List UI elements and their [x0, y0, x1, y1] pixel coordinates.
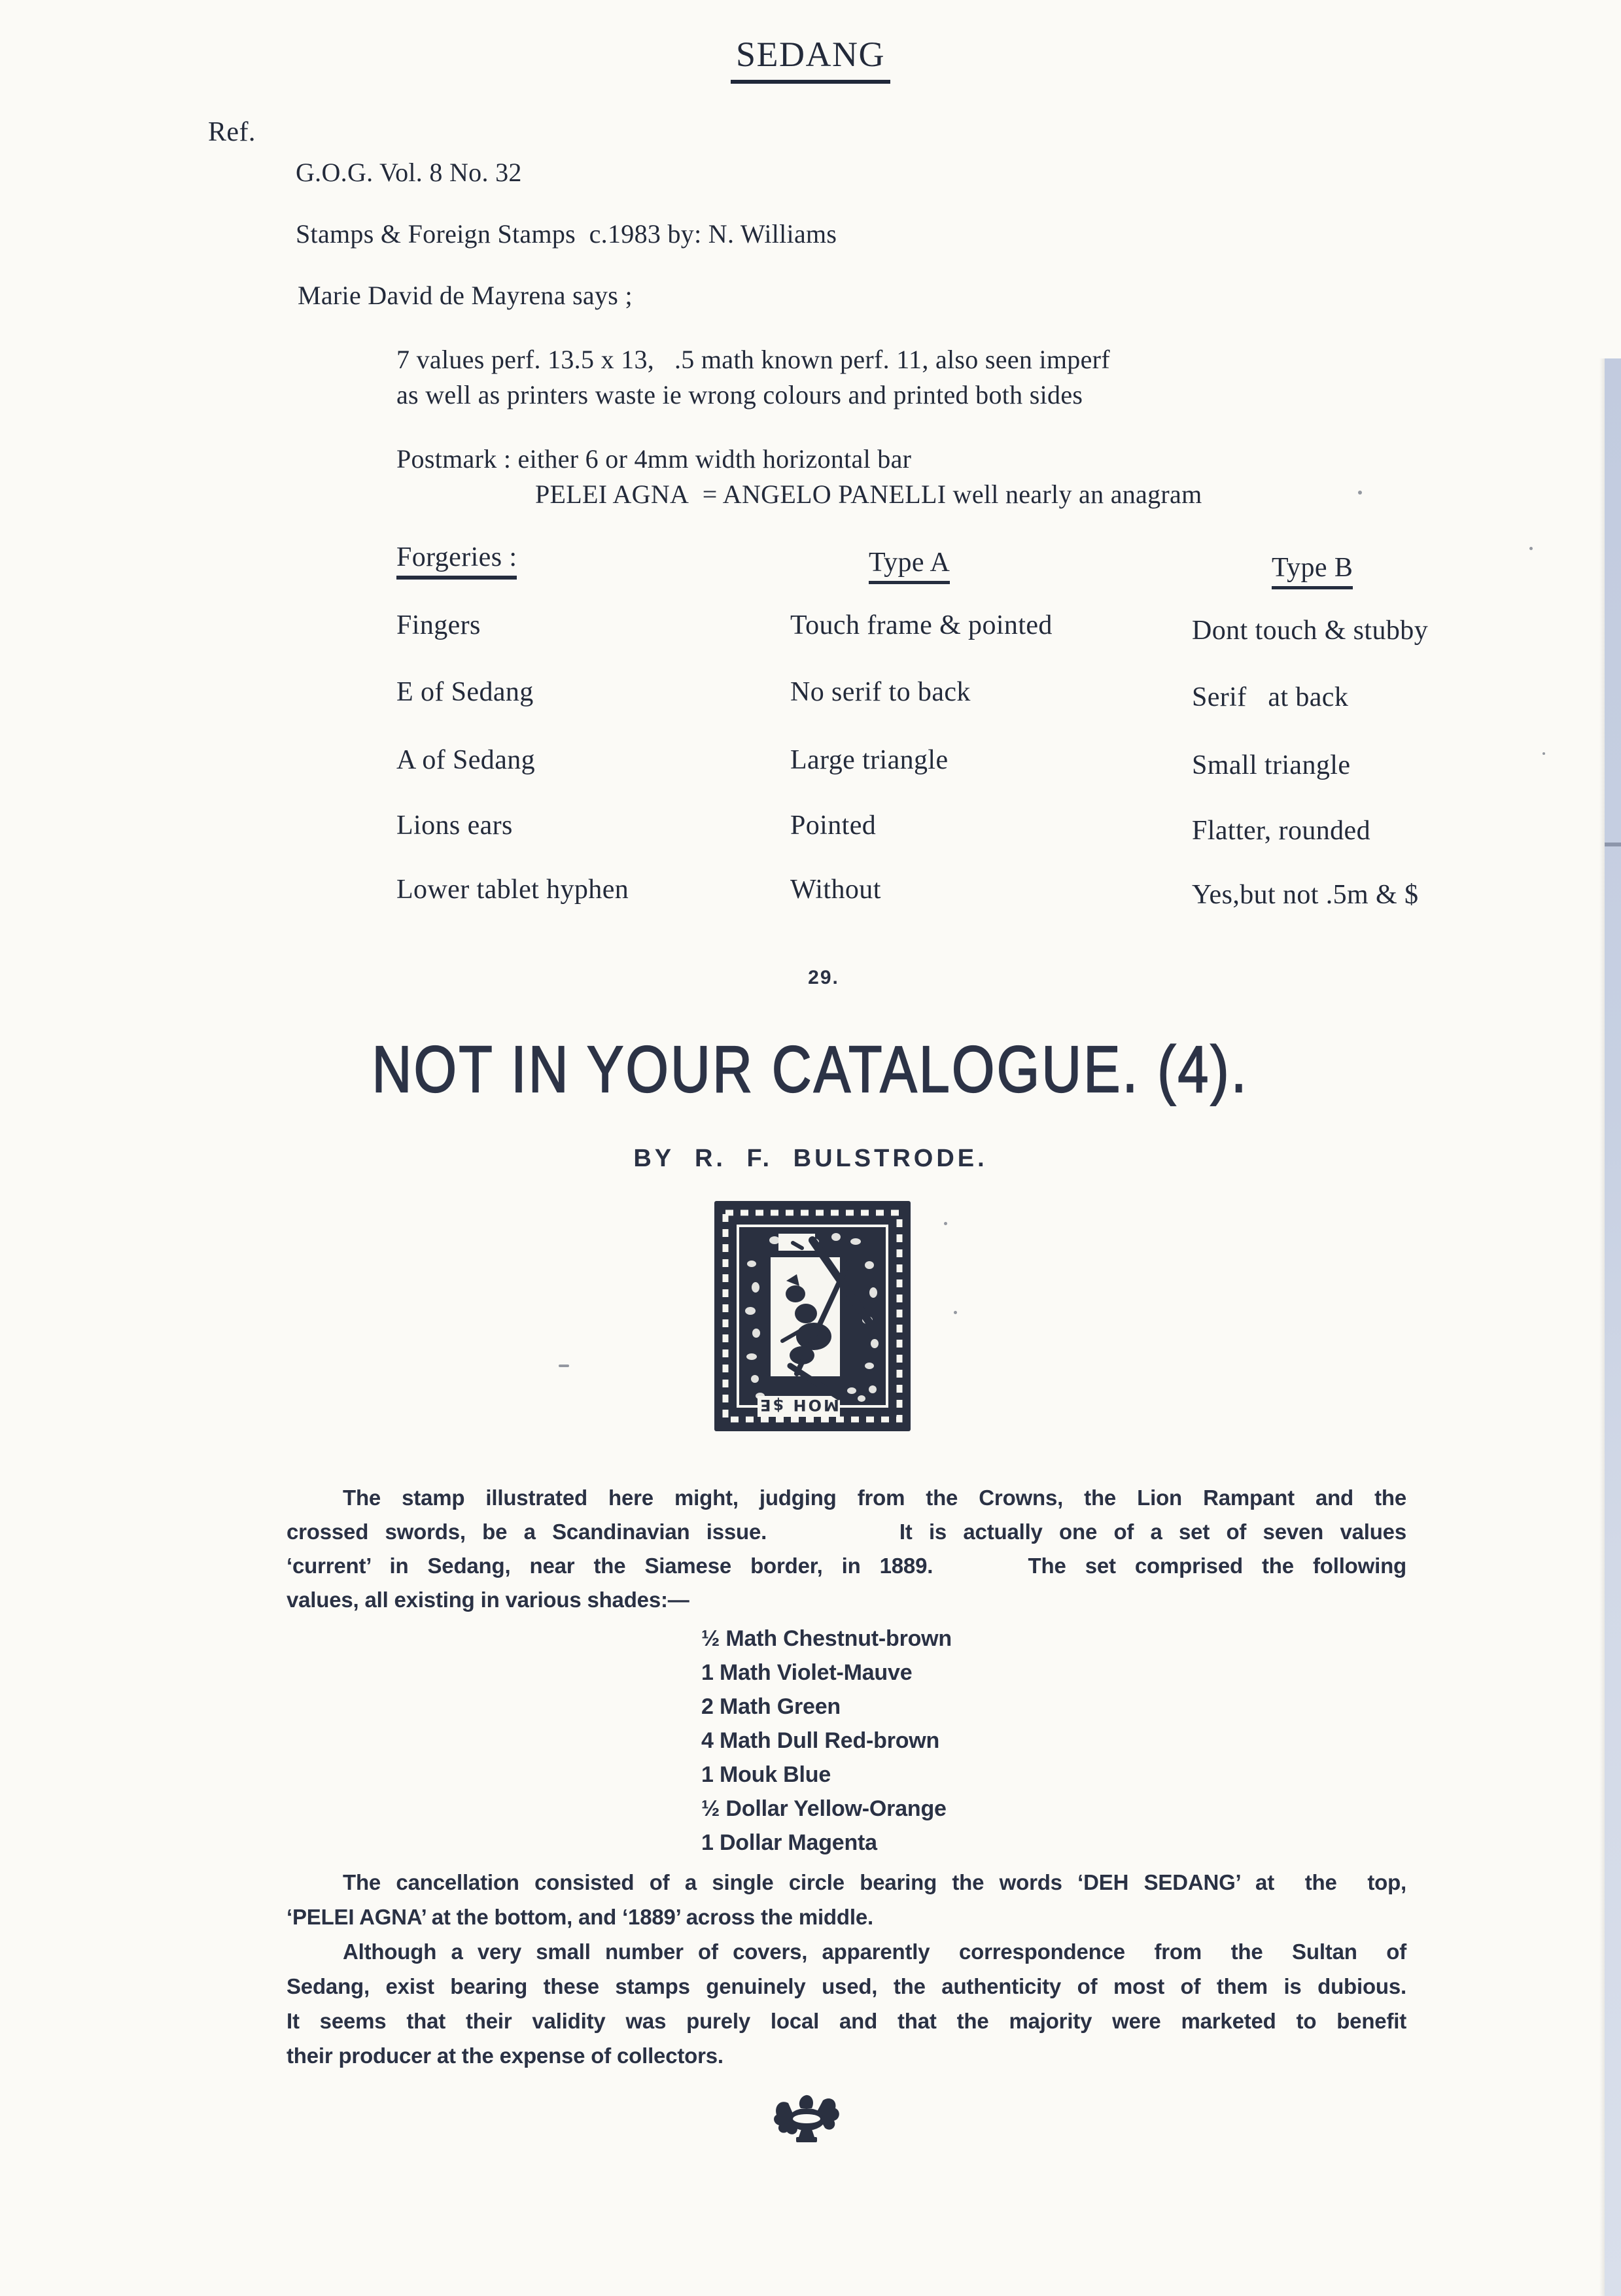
table-row-type-b: Flatter, rounded — [1192, 816, 1370, 846]
type-a-header-text: Type A — [869, 548, 950, 584]
value-list-item: ½ Dollar Yellow-Orange — [701, 1796, 947, 1821]
table-row-type-b: Yes,but not .5m & $ — [1192, 880, 1419, 910]
scan-speck — [1529, 547, 1533, 550]
table-row-type-b: Dont touch & stubby — [1192, 616, 1429, 646]
forgeries-label-text: Forgeries : — [396, 542, 517, 580]
value-list-item: 1 Mouk Blue — [701, 1762, 831, 1787]
scan-edge-strip — [1605, 358, 1621, 2296]
stamp-tablet-text: MOH $E — [758, 1396, 839, 1414]
paragraph-line: ‘current’ in Sedang, near the Siamese border, in 1889. The set comprised the following — [287, 1554, 1406, 1578]
perf-note-line: 7 values perf. 13.5 x 13, .5 math known perf. 11, also seen imperf — [396, 345, 1110, 374]
scan-speck — [559, 1365, 569, 1367]
paragraph-line: crossed swords, be a Scandinavian issue. It is actually one of a set of seven values — [287, 1520, 1406, 1544]
value-list-item: 1 Dollar Magenta — [701, 1830, 877, 1855]
paragraph-line: their producer at the expense of collectors. — [287, 2044, 723, 2068]
reference-line: Stamps & Foreign Stamps c.1983 by: N. Williams — [296, 219, 837, 249]
value-list-item: 4 Math Dull Red-brown — [701, 1728, 940, 1753]
table-row-feature: A of Sedang — [396, 745, 536, 775]
table-row-feature: Fingers — [396, 610, 481, 640]
postmark-line: Postmark : either 6 or 4mm width horizontal bar — [396, 444, 912, 474]
article-byline: BY R. F. BULSTRODE. — [633, 1145, 988, 1172]
stamp-illustration-svg — [714, 1201, 911, 1431]
table-row-type-a: Large triangle — [790, 745, 949, 775]
table-row-type-b: Small triangle — [1192, 750, 1351, 780]
scan-speck — [1543, 752, 1545, 755]
scan-paper-edge — [1599, 358, 1605, 2296]
postmark-line: PELEI AGNA = ANGELO PANELLI well nearly an anagram — [535, 479, 1202, 509]
table-row-type-a: No serif to back — [790, 677, 971, 707]
value-list-item: 1 Math Violet-Mauve — [701, 1660, 913, 1685]
page-title-text: SEDANG — [731, 34, 890, 84]
table-row-type-a: Pointed — [790, 810, 877, 841]
scan-speck — [1358, 491, 1362, 495]
scan-speck — [944, 1222, 947, 1225]
stamp-image — [714, 1201, 911, 1435]
ref-label: Ref. — [208, 117, 256, 147]
reference-line: G.O.G. Vol. 8 No. 32 — [296, 158, 522, 187]
paragraph-line: The stamp illustrated here might, judging from the Crowns, the Lion Rampant and the — [343, 1486, 1406, 1510]
paragraph-line: ‘PELEI AGNA’ at the bottom, and ‘1889’ across the middle. — [287, 1905, 873, 1929]
table-row-feature: E of Sedang — [396, 677, 534, 707]
value-list-item: 2 Math Green — [701, 1694, 841, 1719]
paragraph-line: Sedang, exist bearing these stamps genuinely used, the authenticity of most of them is dubious. — [287, 1974, 1406, 1998]
article-title — [0, 1032, 1621, 1107]
perf-note-line: as well as printers waste ie wrong colours and printed both sides — [396, 380, 1083, 409]
table-row-type-b: Serif at back — [1192, 682, 1349, 712]
reference-line: Marie David de Mayrena says ; — [298, 281, 633, 310]
paragraph-line: Although a very small number of covers, apparently correspondence from the Sultan of — [343, 1939, 1406, 1964]
table-row-feature: Lions ears — [396, 810, 513, 841]
scan-speck — [954, 1311, 957, 1314]
forgeries-table-label — [396, 542, 517, 573]
ornament-icon — [769, 2089, 844, 2144]
table-row-feature: Lower tablet hyphen — [396, 875, 629, 905]
paragraph-line: The cancellation consisted of a single circle bearing the words ‘DEH SEDANG’ at the top, — [343, 1870, 1406, 1894]
table-row-type-a: Touch frame & pointed — [790, 610, 1053, 640]
page-number: 29. — [808, 967, 839, 988]
forgeries-col-a-header — [869, 547, 950, 578]
table-row-type-a: Without — [790, 875, 881, 905]
paragraph-line: It seems that their validity was purely local and that the majority were marketed to benefit — [287, 2009, 1406, 2033]
page-title — [0, 34, 1621, 84]
forgeries-col-b-header — [1272, 552, 1353, 583]
paragraph-line: values, all existing in various shades:— — [287, 1588, 689, 1612]
value-list-item: ½ Math Chestnut-brown — [701, 1626, 952, 1651]
printers-ornament — [769, 2089, 844, 2148]
article-title-text: NOT IN YOUR CATALOGUE. (4). — [372, 1033, 1249, 1106]
scan-seam — [1605, 843, 1621, 846]
type-b-header-text: Type B — [1272, 553, 1353, 589]
